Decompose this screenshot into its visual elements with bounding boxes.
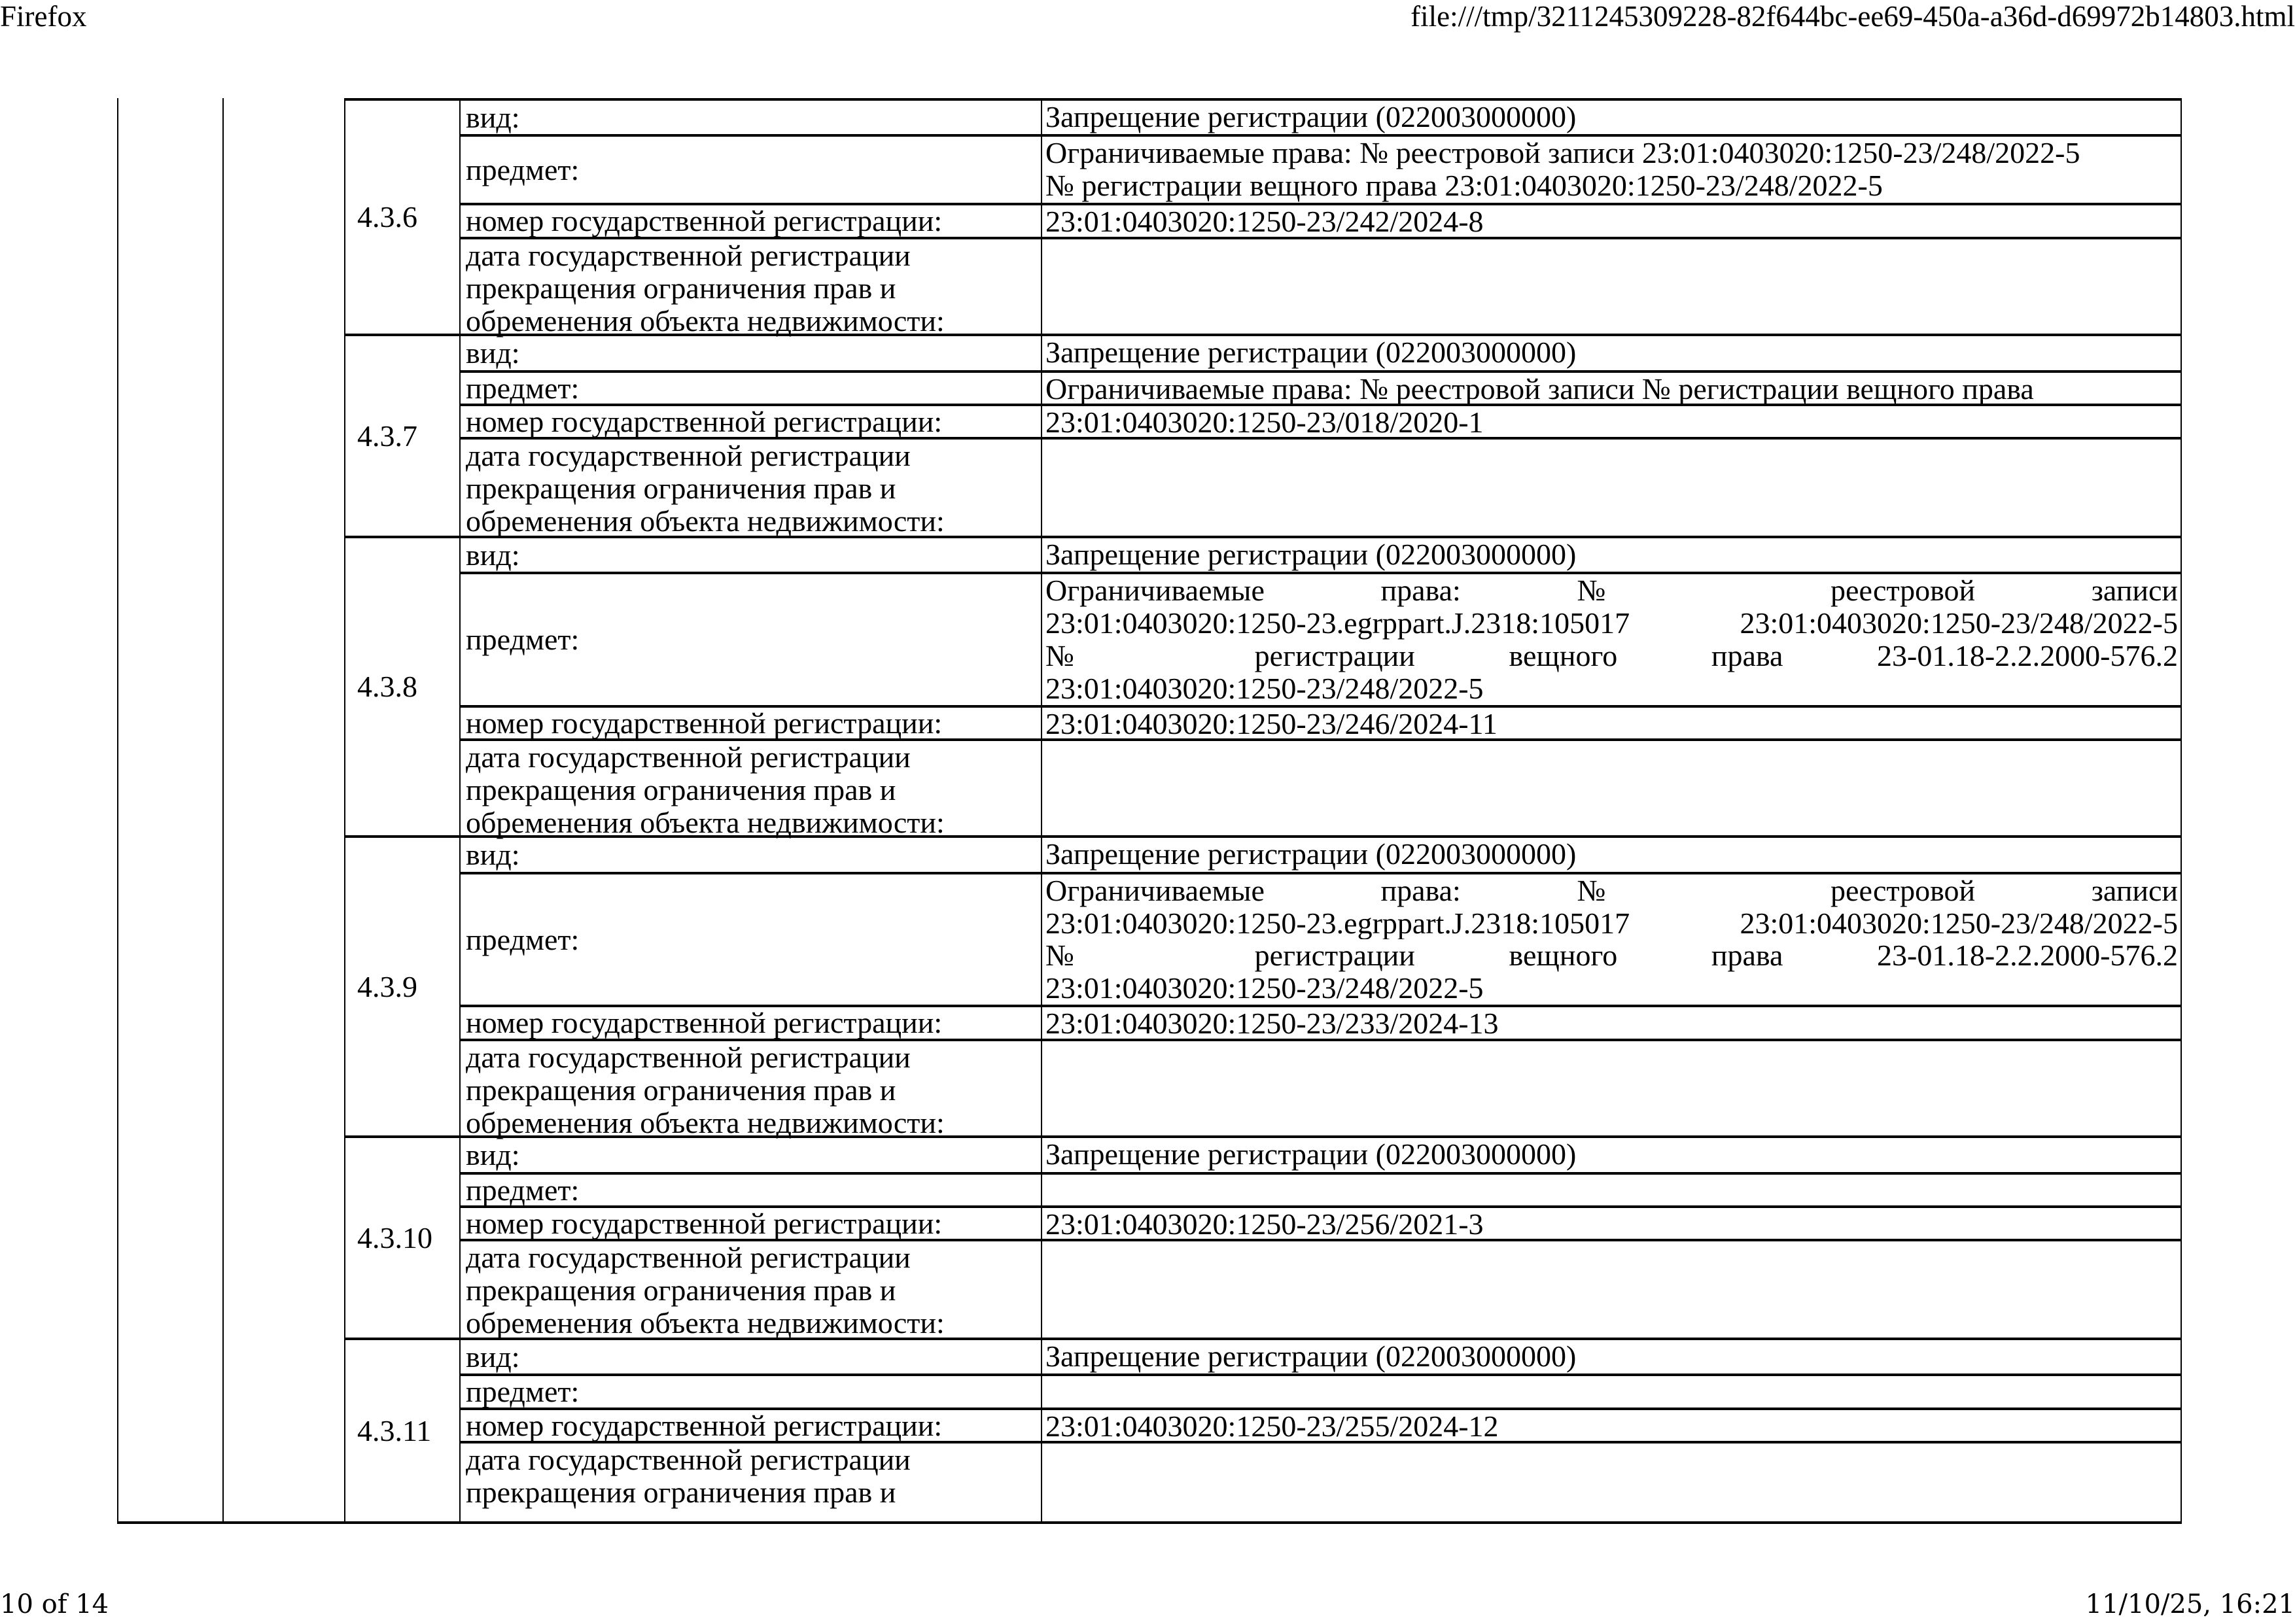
subject-line: Ограничиваемые права: № реестровой записи — [1045, 874, 2178, 907]
value-reg-number-text: 23:01:0403020:1250-23/246/2024-11 — [1045, 707, 1498, 740]
row-subject — [459, 572, 2182, 705]
label-kind: вид: — [459, 336, 1041, 370]
table-column-divider — [222, 98, 224, 1523]
value-kind-text: Запрещение регистрации (022003000000) — [1045, 837, 1577, 871]
label-kind: вид: — [459, 1138, 1041, 1172]
value-termination-date — [1041, 440, 2182, 538]
table-entry-4-3-10 — [344, 1135, 2182, 1338]
label-kind: вид: — [459, 538, 1041, 572]
label-kind: вид: — [459, 838, 1041, 872]
value-reg-number-text: 23:01:0403020:1250-23/018/2020-1 — [1045, 406, 1484, 439]
label-termination-date-text: дата государственной регистрации прекращения ограничения прав и обременения объекта недвижимости: — [466, 1041, 945, 1139]
page-url: file:///tmp/3211245309228-82f644bc-ee69-450a-a36d-d69972b14803.html — [1410, 0, 2295, 33]
page-indicator: 10 of 14 — [0, 1589, 109, 1619]
value-reg-number — [1041, 1007, 2182, 1039]
row-subject — [459, 370, 2182, 404]
label-kind: вид: — [459, 1340, 1041, 1373]
entry-number: 4.3.8 — [344, 538, 459, 835]
value-kind-text: Запрещение регистрации (022003000000) — [1045, 1137, 1577, 1171]
label-termination-date-text: дата государственной регистрации прекращения ограничения прав и обременения объекта недвижимости: — [466, 239, 945, 337]
value-subject — [1041, 137, 2182, 203]
value-kind-text: Запрещение регистрации (022003000000) — [1045, 1339, 1577, 1373]
value-reg-number-text: 23:01:0403020:1250-23/233/2024-13 — [1045, 1007, 1499, 1040]
value-kind-text: Запрещение регистрации (022003000000) — [1045, 336, 1577, 369]
row-termination-date — [459, 1239, 2182, 1340]
label-subject: предмет: — [459, 874, 1041, 1005]
label-termination-date-text: дата государственной регистрации прекращения ограничения прав и обременения объекта недвижимости: — [466, 1241, 945, 1339]
value-termination-date — [1041, 1443, 2182, 1524]
value-subject — [1041, 874, 2182, 1005]
value-termination-date — [1041, 741, 2182, 838]
value-kind — [1041, 101, 2182, 134]
value-subject — [1041, 574, 2182, 705]
row-reg-number — [459, 203, 2182, 237]
row-reg-number — [459, 1205, 2182, 1239]
value-reg-number — [1041, 708, 2182, 738]
row-subject — [459, 872, 2182, 1005]
value-termination-date — [1041, 1241, 2182, 1340]
table-left-border — [117, 98, 118, 1523]
label-kind: вид: — [459, 101, 1041, 134]
label-termination-date — [459, 1041, 1041, 1138]
row-subject — [459, 1172, 2182, 1205]
label-termination-date-text: дата государственной регистрации прекращения ограничения прав и — [466, 1443, 911, 1509]
table-entry-4-3-11 — [344, 1338, 2182, 1521]
label-subject: предмет: — [459, 574, 1041, 705]
table-entry-4-3-8 — [344, 536, 2182, 839]
subject-line: Ограничиваемые права: № реестровой записи 23:01:0403020:1250-23/248/2022-5 — [1045, 136, 2080, 169]
value-kind — [1041, 1340, 2182, 1373]
label-reg-number: номер государственной регистрации: — [459, 1410, 1041, 1441]
value-kind — [1041, 538, 2182, 572]
subject-line: № регистрации вещного права 23-01.18-2.2.2000-576.2 — [1045, 939, 2178, 973]
subject-line: Ограничиваемые права: № реестровой записи № регистрации вещного права — [1045, 372, 2034, 406]
print-datetime: 11/10/25, 16:21 — [2085, 1589, 2295, 1619]
entry-number: 4.3.11 — [344, 1340, 459, 1521]
value-termination-date — [1041, 1041, 2182, 1138]
label-reg-number: номер государственной регистрации: — [459, 406, 1041, 437]
value-kind — [1041, 838, 2182, 872]
value-subject — [1041, 1175, 2182, 1205]
row-kind — [459, 538, 2182, 572]
label-termination-date — [459, 741, 1041, 838]
row-termination-date — [459, 437, 2182, 538]
row-kind — [459, 1340, 2182, 1373]
row-reg-number — [459, 404, 2182, 437]
label-reg-number: номер государственной регистрации: — [459, 1208, 1041, 1239]
entry-number: 4.3.7 — [344, 336, 459, 536]
row-reg-number — [459, 1408, 2182, 1441]
value-kind-text: Запрещение регистрации (022003000000) — [1045, 100, 1577, 133]
label-termination-date-text: дата государственной регистрации прекращения ограничения прав и обременения объекта недвижимости: — [466, 439, 945, 538]
label-subject: предмет: — [459, 137, 1041, 203]
subject-line: 23:01:0403020:1250-23/248/2022-5 — [1045, 971, 1484, 1005]
value-reg-number-text: 23:01:0403020:1250-23/255/2024-12 — [1045, 1409, 1499, 1443]
value-kind — [1041, 336, 2182, 370]
label-termination-date — [459, 239, 1041, 336]
value-reg-number-text: 23:01:0403020:1250-23/256/2021-3 — [1045, 1207, 1484, 1241]
table-entry-4-3-9 — [344, 835, 2182, 1139]
value-reg-number — [1041, 1410, 2182, 1441]
label-termination-date — [459, 1241, 1041, 1340]
subject-line: Ограничиваемые права: № реестровой записи — [1045, 574, 2178, 607]
subject-line: 23:01:0403020:1250-23.egrppart.J.2318:105017 23:01:0403020:1250-23/248/2022-5 — [1045, 907, 2178, 940]
subject-line: 23:01:0403020:1250-23/248/2022-5 — [1045, 672, 1484, 705]
row-kind — [459, 1138, 2182, 1172]
value-subject — [1041, 373, 2182, 404]
label-reg-number: номер государственной регистрации: — [459, 1007, 1041, 1039]
row-subject — [459, 134, 2182, 203]
entry-number: 4.3.10 — [344, 1138, 459, 1338]
row-termination-date — [459, 738, 2182, 838]
table-entry-4-3-6 — [344, 98, 2182, 337]
subject-line: № регистрации вещного права 23:01:0403020:1250-23/248/2022-5 — [1045, 169, 1883, 202]
row-termination-date — [459, 1039, 2182, 1138]
label-subject: предмет: — [459, 1175, 1041, 1205]
row-reg-number — [459, 705, 2182, 738]
row-kind — [459, 101, 2182, 134]
row-subject — [459, 1373, 2182, 1408]
row-termination-date — [459, 1441, 2182, 1524]
value-reg-number-text: 23:01:0403020:1250-23/242/2024-8 — [1045, 205, 1484, 238]
row-reg-number — [459, 1005, 2182, 1039]
value-termination-date — [1041, 239, 2182, 336]
label-termination-date — [459, 1443, 1041, 1524]
row-termination-date — [459, 237, 2182, 336]
browser-app-name: Firefox — [0, 0, 87, 33]
label-reg-number: номер государственной регистрации: — [459, 205, 1041, 237]
label-reg-number: номер государственной регистрации: — [459, 708, 1041, 738]
subject-line: № регистрации вещного права 23-01.18-2.2.2000-576.2 — [1045, 640, 2178, 672]
value-kind-text: Запрещение регистрации (022003000000) — [1045, 538, 1577, 571]
label-subject: предмет: — [459, 373, 1041, 404]
value-reg-number — [1041, 205, 2182, 237]
subject-line: 23:01:0403020:1250-23.egrppart.J.2318:105017 23:01:0403020:1250-23/248/2022-5 — [1045, 607, 2178, 640]
table-entry-4-3-7 — [344, 334, 2182, 536]
label-termination-date-text: дата государственной регистрации прекращения ограничения прав и обременения объекта недвижимости: — [466, 740, 945, 839]
row-kind — [459, 838, 2182, 872]
entry-number: 4.3.9 — [344, 838, 459, 1135]
label-termination-date — [459, 440, 1041, 538]
value-reg-number — [1041, 1208, 2182, 1239]
value-subject — [1041, 1376, 2182, 1408]
label-subject: предмет: — [459, 1376, 1041, 1408]
entry-number: 4.3.6 — [344, 101, 459, 334]
value-kind — [1041, 1138, 2182, 1172]
value-reg-number — [1041, 406, 2182, 437]
row-kind — [459, 336, 2182, 370]
